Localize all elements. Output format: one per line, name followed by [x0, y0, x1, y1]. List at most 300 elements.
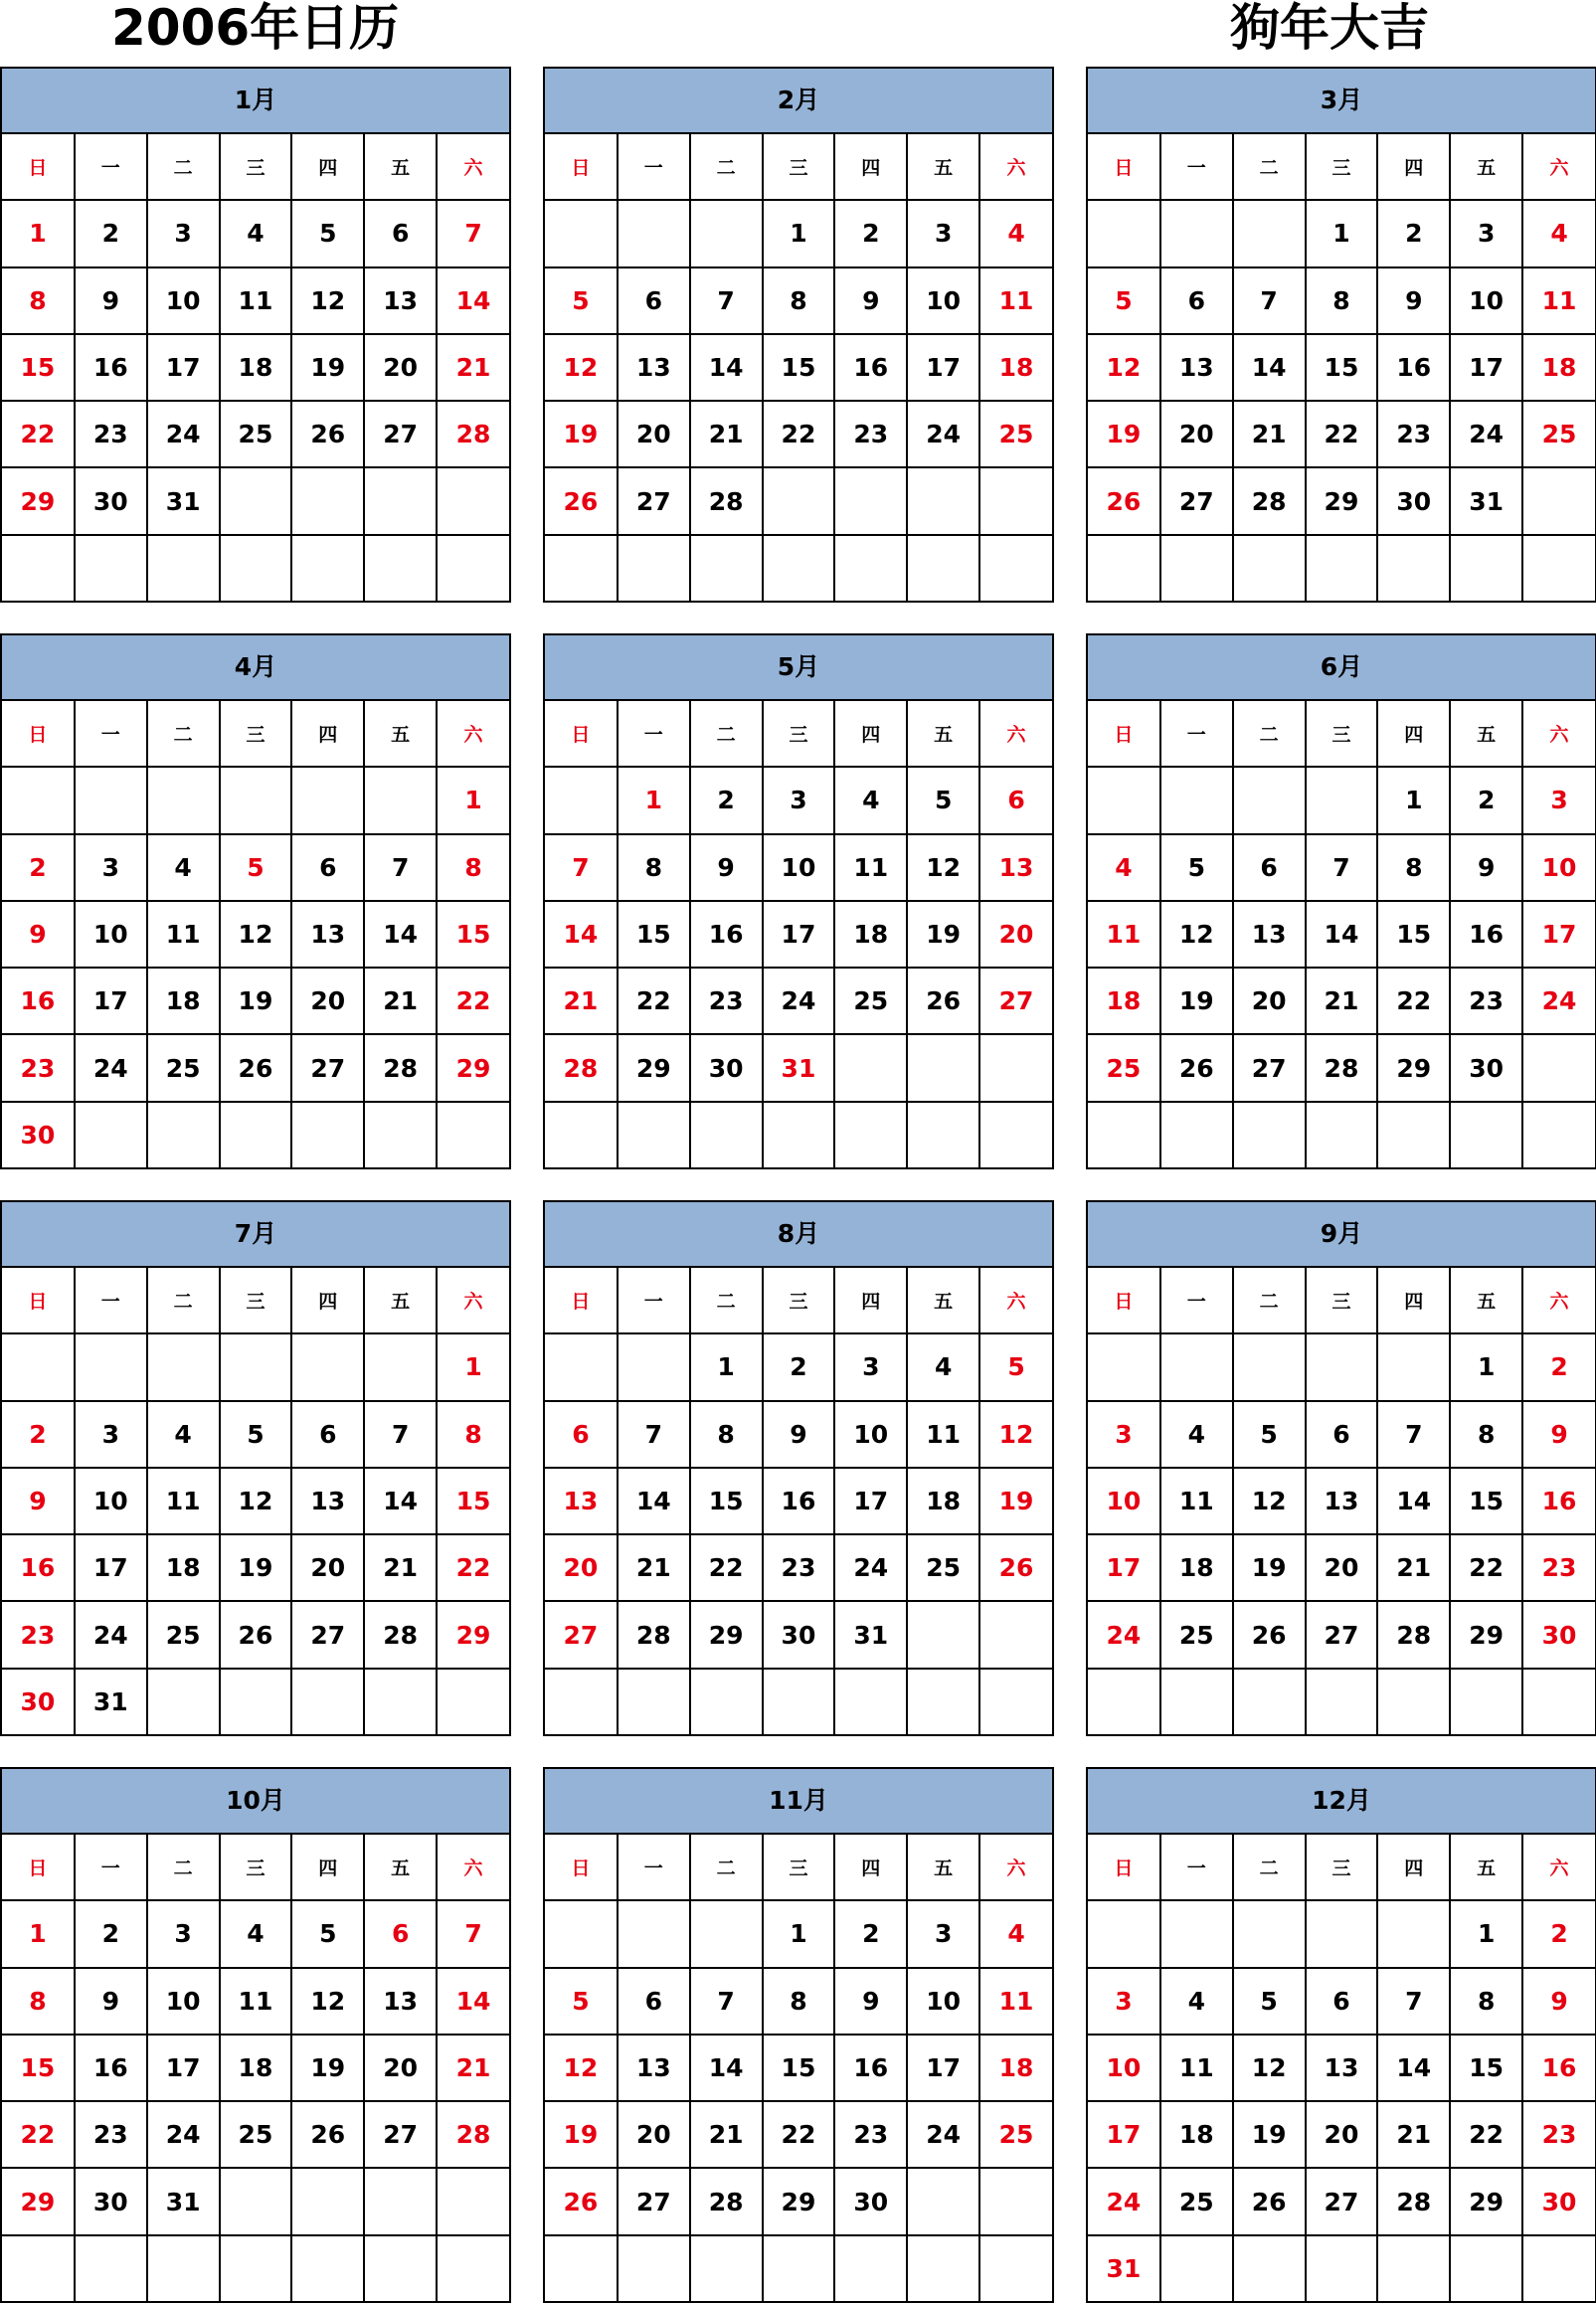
empty-day-cell — [1306, 1900, 1378, 1967]
empty-day-cell — [220, 2168, 292, 2234]
weekday-label: 一 — [1160, 701, 1233, 767]
empty-day-cell — [147, 2235, 220, 2301]
day-cell: 7 — [1233, 267, 1306, 334]
empty-day-cell — [763, 467, 835, 534]
day-cell: 9 — [763, 1401, 835, 1468]
empty-day-cell — [1306, 535, 1378, 601]
week-row — [545, 334, 1052, 401]
day-cell: 12 — [907, 834, 979, 901]
week-row — [545, 200, 1052, 266]
day-cell: 17 — [1088, 2101, 1160, 2168]
week-row — [2, 2168, 509, 2234]
day-cell: 21 — [1233, 401, 1306, 467]
week-row — [2, 1333, 509, 1400]
day-cell: 2 — [1522, 1900, 1595, 1967]
weekday-label: 一 — [618, 701, 690, 767]
empty-day-cell — [364, 2168, 437, 2234]
weekday-label: 四 — [834, 701, 907, 767]
day-cell: 12 — [1233, 1468, 1306, 1534]
empty-day-cell — [437, 535, 509, 601]
day-cell: 30 — [2, 1102, 75, 1167]
empty-day-cell — [1377, 2235, 1450, 2301]
weekday-label: 五 — [907, 1835, 979, 1900]
empty-day-cell — [979, 467, 1052, 534]
week-row — [545, 767, 1052, 833]
day-cell: 19 — [1233, 2101, 1306, 2168]
week-row — [1088, 1968, 1595, 2035]
day-cell: 10 — [1450, 267, 1522, 334]
day-cell: 18 — [1160, 2101, 1233, 2168]
weekday-label: 日 — [545, 1268, 618, 1333]
weekday-label: 六 — [437, 701, 509, 767]
week-row — [545, 1968, 1052, 2035]
day-cell: 12 — [291, 1968, 364, 2035]
weekday-label: 二 — [147, 1835, 220, 1900]
day-cell: 22 — [1306, 401, 1378, 467]
empty-day-cell — [1522, 2235, 1595, 2301]
day-cell: 6 — [618, 1968, 690, 2035]
empty-day-cell — [979, 535, 1052, 601]
day-cell: 8 — [763, 1968, 835, 2035]
empty-day-cell — [763, 1669, 835, 1734]
day-cell: 8 — [1450, 1968, 1522, 2035]
day-cell: 13 — [618, 2035, 690, 2101]
day-cell: 16 — [690, 901, 763, 968]
day-cell: 22 — [437, 968, 509, 1034]
day-cell: 27 — [291, 1601, 364, 1668]
week-row — [2, 200, 509, 266]
day-cell: 20 — [979, 901, 1052, 968]
day-cell: 17 — [147, 2035, 220, 2101]
weekday-label: 五 — [1450, 134, 1522, 200]
weekday-label: 六 — [437, 134, 509, 200]
day-cell: 3 — [1088, 1401, 1160, 1468]
weekday-label: 一 — [75, 1268, 147, 1333]
empty-day-cell — [147, 535, 220, 601]
empty-day-cell — [1160, 2235, 1233, 2301]
day-cell: 14 — [690, 334, 763, 401]
day-cell: 8 — [763, 267, 835, 334]
weekday-label: 六 — [1522, 134, 1595, 200]
weekday-label: 三 — [220, 1835, 292, 1900]
day-cell: 23 — [690, 968, 763, 1034]
day-cell: 22 — [1450, 2101, 1522, 2168]
empty-day-cell — [1450, 2235, 1522, 2301]
day-cell: 21 — [545, 968, 618, 1034]
weekday-label: 六 — [437, 1835, 509, 1900]
empty-day-cell — [545, 200, 618, 266]
day-cell: 9 — [1450, 834, 1522, 901]
day-cell: 18 — [147, 1534, 220, 1601]
weekday-label: 二 — [1233, 1835, 1306, 1900]
empty-day-cell — [220, 1669, 292, 1734]
day-cell: 11 — [1160, 2035, 1233, 2101]
day-cell: 15 — [437, 1468, 509, 1534]
week-row — [2, 1900, 509, 1967]
day-cell: 13 — [1306, 1468, 1378, 1534]
day-cell: 22 — [2, 2101, 75, 2168]
empty-day-cell — [220, 1102, 292, 1167]
empty-day-cell — [147, 1333, 220, 1400]
day-cell: 29 — [1306, 467, 1378, 534]
weekday-label: 日 — [1088, 701, 1160, 767]
day-cell: 9 — [75, 1968, 147, 2035]
empty-day-cell — [545, 1669, 618, 1734]
week-row — [2, 467, 509, 534]
week-row — [2, 334, 509, 401]
empty-day-cell — [907, 2235, 979, 2301]
day-cell: 15 — [437, 901, 509, 968]
day-cell: 2 — [763, 1333, 835, 1400]
empty-day-cell — [2, 767, 75, 833]
empty-day-cell — [690, 1669, 763, 1734]
week-row — [1088, 1669, 1595, 1734]
day-cell: 3 — [907, 1900, 979, 1967]
day-cell: 23 — [1450, 968, 1522, 1034]
empty-day-cell — [291, 2235, 364, 2301]
empty-day-cell — [220, 2235, 292, 2301]
day-cell: 15 — [763, 2035, 835, 2101]
day-cell: 24 — [75, 1034, 147, 1101]
day-cell: 1 — [437, 767, 509, 833]
day-cell: 17 — [907, 2035, 979, 2101]
weekday-label: 日 — [2, 701, 75, 767]
day-cell: 2 — [1377, 200, 1450, 266]
day-cell: 30 — [2, 1669, 75, 1734]
day-cell: 25 — [220, 401, 292, 467]
weekday-label: 六 — [979, 1268, 1052, 1333]
month-day-grid — [545, 1835, 1052, 2301]
weekday-label: 二 — [1233, 134, 1306, 200]
week-row — [1088, 1468, 1595, 1534]
weekday-label: 日 — [2, 1268, 75, 1333]
day-cell: 11 — [979, 1968, 1052, 2035]
day-cell: 5 — [979, 1333, 1052, 1400]
weekday-row — [545, 701, 1052, 767]
day-cell: 19 — [1088, 401, 1160, 467]
week-row — [2, 1601, 509, 1668]
day-cell: 20 — [618, 2101, 690, 2168]
day-cell: 5 — [545, 1968, 618, 2035]
day-cell: 25 — [834, 968, 907, 1034]
week-row — [2, 2101, 509, 2168]
month-calendar — [1086, 67, 1596, 603]
day-cell: 17 — [1522, 901, 1595, 968]
day-cell: 25 — [220, 2101, 292, 2168]
day-cell: 16 — [1450, 901, 1522, 968]
day-cell: 8 — [1450, 1401, 1522, 1468]
empty-day-cell — [1522, 535, 1595, 601]
day-cell: 16 — [1522, 2035, 1595, 2101]
empty-day-cell — [1233, 1102, 1306, 1167]
day-cell: 5 — [220, 834, 292, 901]
empty-day-cell — [545, 2235, 618, 2301]
day-cell: 18 — [147, 968, 220, 1034]
empty-day-cell — [618, 2235, 690, 2301]
empty-day-cell — [437, 1669, 509, 1734]
weekday-label: 五 — [907, 134, 979, 200]
day-cell: 9 — [75, 267, 147, 334]
week-row — [1088, 401, 1595, 467]
empty-day-cell — [763, 2235, 835, 2301]
day-cell: 29 — [2, 467, 75, 534]
day-cell: 25 — [147, 1601, 220, 1668]
day-cell: 18 — [979, 2035, 1052, 2101]
week-row — [545, 901, 1052, 968]
week-row — [1088, 2235, 1595, 2301]
empty-day-cell — [1088, 1333, 1160, 1400]
day-cell: 13 — [291, 901, 364, 968]
day-cell: 12 — [291, 267, 364, 334]
day-cell: 16 — [1522, 1468, 1595, 1534]
day-cell: 20 — [618, 401, 690, 467]
day-cell: 20 — [291, 1534, 364, 1601]
day-cell: 21 — [364, 968, 437, 1034]
week-row — [1088, 2168, 1595, 2234]
day-cell: 3 — [147, 200, 220, 266]
day-cell: 2 — [834, 200, 907, 266]
weekday-row — [2, 701, 509, 767]
weekday-label: 二 — [690, 134, 763, 200]
day-cell: 12 — [1088, 334, 1160, 401]
day-cell: 9 — [834, 1968, 907, 2035]
empty-day-cell — [1522, 1669, 1595, 1734]
week-row — [2, 901, 509, 968]
week-row — [1088, 834, 1595, 901]
day-cell: 10 — [1088, 1468, 1160, 1534]
day-cell: 19 — [545, 2101, 618, 2168]
empty-day-cell — [291, 1102, 364, 1167]
week-row — [545, 968, 1052, 1034]
day-cell: 23 — [2, 1601, 75, 1668]
day-cell: 18 — [907, 1468, 979, 1534]
week-row — [545, 2035, 1052, 2101]
day-cell: 3 — [834, 1333, 907, 1400]
day-cell: 26 — [1088, 467, 1160, 534]
week-row — [2, 267, 509, 334]
day-cell: 29 — [1450, 2168, 1522, 2234]
day-cell: 11 — [147, 1468, 220, 1534]
day-cell: 24 — [1522, 968, 1595, 1034]
weekday-label: 五 — [1450, 701, 1522, 767]
day-cell: 3 — [75, 834, 147, 901]
day-cell: 13 — [364, 1968, 437, 2035]
empty-day-cell — [2, 1333, 75, 1400]
empty-day-cell — [1522, 1102, 1595, 1167]
weekday-label: 一 — [618, 1835, 690, 1900]
day-cell: 17 — [763, 901, 835, 968]
empty-day-cell — [364, 1669, 437, 1734]
day-cell: 10 — [1088, 2035, 1160, 2101]
weekday-row — [2, 134, 509, 200]
empty-day-cell — [1306, 2235, 1378, 2301]
weekday-label: 四 — [1377, 701, 1450, 767]
weekday-label: 一 — [1160, 134, 1233, 200]
weekday-label: 五 — [907, 701, 979, 767]
day-cell: 9 — [2, 1468, 75, 1534]
day-cell: 16 — [2, 1534, 75, 1601]
empty-day-cell — [1377, 1333, 1450, 1400]
day-cell: 23 — [75, 401, 147, 467]
day-cell: 24 — [907, 401, 979, 467]
empty-day-cell — [147, 1102, 220, 1167]
empty-day-cell — [1088, 1900, 1160, 1967]
day-cell: 6 — [979, 767, 1052, 833]
empty-day-cell — [291, 767, 364, 833]
day-cell: 5 — [220, 1401, 292, 1468]
day-cell: 11 — [1522, 267, 1595, 334]
day-cell: 1 — [2, 200, 75, 266]
day-cell: 21 — [437, 334, 509, 401]
day-cell: 1 — [690, 1333, 763, 1400]
day-cell: 27 — [291, 1034, 364, 1101]
day-cell: 19 — [220, 1534, 292, 1601]
empty-day-cell — [1522, 1034, 1595, 1101]
month-header: 5月 — [545, 635, 1052, 701]
day-cell: 15 — [618, 901, 690, 968]
day-cell: 17 — [907, 334, 979, 401]
empty-day-cell — [1233, 535, 1306, 601]
week-row — [545, 2168, 1052, 2234]
day-cell: 26 — [907, 968, 979, 1034]
day-cell: 4 — [147, 1401, 220, 1468]
day-cell: 10 — [75, 1468, 147, 1534]
day-cell: 10 — [834, 1401, 907, 1468]
day-cell: 15 — [1306, 334, 1378, 401]
week-row — [1088, 467, 1595, 534]
month-day-grid — [2, 1268, 509, 1734]
weekday-label: 四 — [834, 1268, 907, 1333]
day-cell: 7 — [690, 1968, 763, 2035]
day-cell: 1 — [1450, 1333, 1522, 1400]
month-header: 11月 — [545, 1769, 1052, 1835]
day-cell: 6 — [618, 267, 690, 334]
weekday-row — [545, 134, 1052, 200]
weekday-label: 三 — [763, 1268, 835, 1333]
day-cell: 25 — [147, 1034, 220, 1101]
day-cell: 8 — [437, 1401, 509, 1468]
week-row — [1088, 535, 1595, 601]
day-cell: 15 — [763, 334, 835, 401]
day-cell: 18 — [220, 334, 292, 401]
day-cell: 31 — [147, 2168, 220, 2234]
day-cell: 2 — [75, 1900, 147, 1967]
empty-day-cell — [75, 1333, 147, 1400]
week-row — [1088, 200, 1595, 266]
month-header: 6月 — [1088, 635, 1595, 701]
week-row — [545, 1401, 1052, 1468]
day-cell: 1 — [1377, 767, 1450, 833]
day-cell: 25 — [1522, 401, 1595, 467]
day-cell: 29 — [690, 1601, 763, 1668]
weekday-label: 日 — [545, 134, 618, 200]
empty-day-cell — [1088, 767, 1160, 833]
month-header: 9月 — [1088, 1202, 1595, 1268]
weekday-label: 一 — [618, 1268, 690, 1333]
day-cell: 26 — [1233, 1601, 1306, 1668]
week-row — [2, 535, 509, 601]
weekday-label: 五 — [364, 1268, 437, 1333]
empty-day-cell — [291, 467, 364, 534]
weekday-label: 二 — [147, 701, 220, 767]
day-cell: 6 — [364, 1900, 437, 1967]
empty-day-cell — [545, 535, 618, 601]
day-cell: 21 — [690, 2101, 763, 2168]
day-cell: 27 — [364, 401, 437, 467]
week-row — [545, 1102, 1052, 1167]
month-header: 1月 — [2, 69, 509, 134]
day-cell: 22 — [763, 401, 835, 467]
empty-day-cell — [834, 1034, 907, 1101]
day-cell: 5 — [1160, 834, 1233, 901]
day-cell: 21 — [1377, 1534, 1450, 1601]
weekday-label: 三 — [1306, 134, 1378, 200]
day-cell: 31 — [763, 1034, 835, 1101]
day-cell: 14 — [1377, 2035, 1450, 2101]
day-cell: 11 — [1160, 1468, 1233, 1534]
day-cell: 16 — [1377, 334, 1450, 401]
day-cell: 12 — [1233, 2035, 1306, 2101]
day-cell: 30 — [75, 2168, 147, 2234]
day-cell: 19 — [220, 968, 292, 1034]
week-row — [2, 401, 509, 467]
day-cell: 6 — [291, 1401, 364, 1468]
month-calendar — [0, 1200, 511, 1736]
empty-day-cell — [690, 1102, 763, 1167]
day-cell: 23 — [834, 401, 907, 467]
weekday-label: 日 — [1088, 134, 1160, 200]
weekday-label: 三 — [763, 1835, 835, 1900]
day-cell: 8 — [2, 267, 75, 334]
day-cell: 4 — [1160, 1968, 1233, 2035]
day-cell: 20 — [291, 968, 364, 1034]
day-cell: 27 — [545, 1601, 618, 1668]
day-cell: 24 — [763, 968, 835, 1034]
day-cell: 13 — [291, 1468, 364, 1534]
weekday-label: 日 — [545, 701, 618, 767]
day-cell: 10 — [147, 1968, 220, 2035]
weekday-label: 六 — [1522, 701, 1595, 767]
day-cell: 5 — [1233, 1401, 1306, 1468]
day-cell: 4 — [1522, 200, 1595, 266]
week-row — [1088, 1102, 1595, 1167]
day-cell: 18 — [220, 2035, 292, 2101]
empty-day-cell — [2, 535, 75, 601]
day-cell: 18 — [834, 901, 907, 968]
day-cell: 27 — [618, 467, 690, 534]
day-cell: 13 — [364, 267, 437, 334]
day-cell: 13 — [618, 334, 690, 401]
weekday-label: 日 — [2, 1835, 75, 1900]
day-cell: 3 — [147, 1900, 220, 1967]
week-row — [545, 1534, 1052, 1601]
day-cell: 7 — [1306, 834, 1378, 901]
day-cell: 13 — [545, 1468, 618, 1534]
weekday-label: 六 — [979, 701, 1052, 767]
day-cell: 4 — [220, 1900, 292, 1967]
day-cell: 4 — [979, 1900, 1052, 1967]
month-day-grid — [545, 134, 1052, 601]
day-cell: 24 — [147, 2101, 220, 2168]
empty-day-cell — [1450, 1102, 1522, 1167]
weekday-label: 一 — [75, 701, 147, 767]
weekday-row — [545, 1268, 1052, 1333]
weekday-label: 二 — [147, 1268, 220, 1333]
day-cell: 7 — [437, 200, 509, 266]
weekday-label: 二 — [1233, 701, 1306, 767]
day-cell: 16 — [834, 2035, 907, 2101]
empty-day-cell — [1160, 1102, 1233, 1167]
